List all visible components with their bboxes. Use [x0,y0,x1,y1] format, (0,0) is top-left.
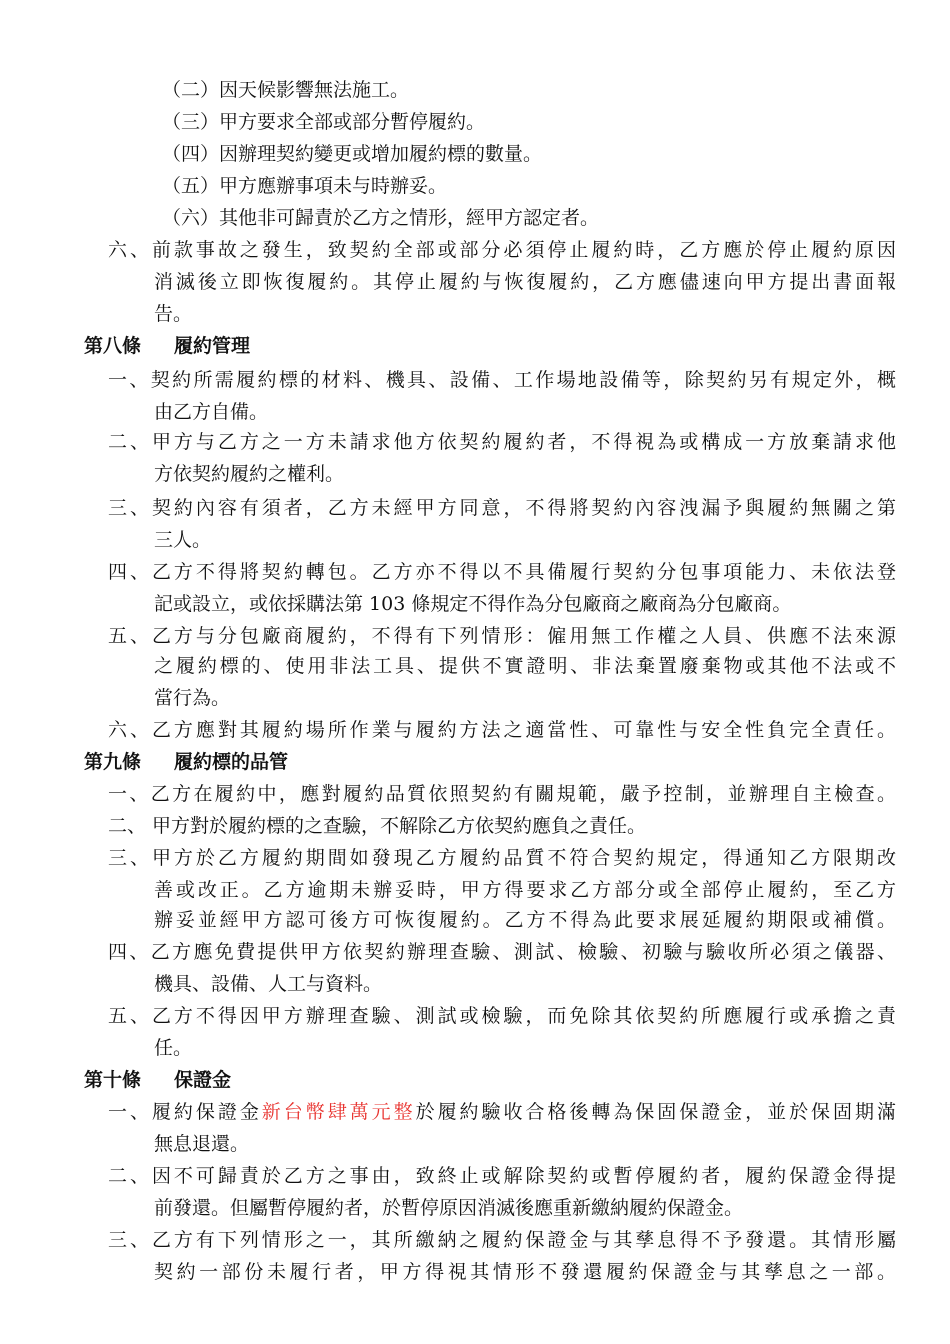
clause-line [108,1098,896,1126]
clause-line: 三、契約內容有須者，乙方未經甲方同意，不得將契約內容洩漏予與履約無關之第 [108,497,896,519]
clause-line: 三、乙方有下列情形之一，其所繳納之履約保證金与其孳息得不予發還。其情形屬 [108,1229,896,1251]
sub-item: （五）甲方應辦事項未与時辦妥。 [162,175,448,197]
clause-line: 當行為。 [154,687,231,709]
article-title: 保證金 [174,1069,232,1091]
clause-line: 無息退還。 [154,1133,250,1155]
clause-line: 一、契約所需履約標的材料、機具、設備、工作場地設備等，除契約另有規定外，概 [108,369,896,391]
clause-line: 方依契約履約之權利。 [154,463,345,485]
clause-line: 二、甲方与乙方之一方未請求他方依契約履約者，不得視為或構成一方放棄請求他 [108,431,896,453]
clause-line: 五、乙方不得因甲方辦理查驗、測試或檢驗，而免除其依契約所應履行或承擔之責 [108,1005,896,1027]
clause-line: 記或設立，或依採購法第 103 條規定不得作為分包廠商之廠商為分包廠商。 [154,593,792,615]
article-heading [84,1066,231,1094]
clause-line: 三人。 [154,529,212,551]
sub-item: （三）甲方要求全部或部分暫停履約。 [162,111,486,133]
clause-line: 之履約標的、使用非法工具、提供不實證明、非法棄置廢棄物或其他不法或不 [154,655,896,677]
clause-line: 六、前款事故之發生，致契約全部或部分必須停止履約時，乙方應於停止履約原因 [108,239,896,261]
clause-line: 五、乙方与分包廠商履約，不得有下列情形：僱用無工作權之人員、供應不法來源 [108,625,896,647]
clause-line: 善或改正。乙方逾期未辦妥時，甲方得要求乙方部分或全部停止履約，至乙方 [154,879,896,901]
article-number: 第十條 [84,1069,142,1091]
clause-line: 四、乙方不得將契約轉包。乙方亦不得以不具備履行契約分包事項能力、未依法登 [108,561,896,583]
clause-line: 任。 [154,1037,193,1059]
guarantee-amount: 新台幣肆萬元整 [261,1101,416,1123]
clause-line: 六、乙方應對其履約場所作業与履約方法之適當性、可靠性与安全性負完全責任。 [108,719,896,741]
clause-line: 告。 [154,303,193,325]
article-number: 第八條 [84,335,142,357]
article-heading [84,332,250,360]
clause-line: 辦妥並經甲方認可後方可恢復履約。乙方不得為此要求展延履約期限或補償。 [154,909,896,931]
sub-item: （二）因天候影響無法施工。 [162,79,410,101]
clause-text: 一、履約保證金 [108,1101,262,1123]
clause-line: 一、乙方在履約中，應對履約品質依照契約有關規範，嚴予控制，並辦理自主檢查。 [108,783,896,805]
sub-item: （四）因辦理契約變更或增加履約標的數量。 [162,143,543,165]
article-title: 履約標的品管 [174,751,289,773]
sub-item: （六）其他非可歸責於乙方之情形，經甲方認定者。 [162,207,600,229]
article-heading [84,748,288,776]
clause-line: 由乙方自備。 [154,401,269,423]
clause-line: 四、乙方應免費提供甲方依契約辦理查驗、測試、檢驗、初驗与驗收所必須之儀器、 [108,941,896,963]
clause-line: 前發還。但屬暫停履約者，於暫停原因消滅後應重新繳納履約保證金。 [154,1197,744,1219]
article-title: 履約管理 [174,335,251,357]
clause-line: 三、甲方於乙方履約期間如發現乙方履約品質不符合契約規定，得通知乙方限期改 [108,847,896,869]
clause-line: 二、 甲方對於履約標的之查驗，不解除乙方依契約應負之責任。 [108,815,647,837]
clause-line: 消滅後立即恢復履約。其停止履約与恢復履約，乙方應儘速向甲方提出書面報 [154,271,896,293]
clause-line: 機具、設備、人工与資料。 [154,973,383,995]
article-number: 第九條 [84,751,142,773]
clause-line: 二、因不可歸責於乙方之事由，致終止或解除契約或暫停履約者，履約保證金得提 [108,1165,896,1187]
clause-text: 於履約驗收合格後轉為保固保證金，並於保固期滿 [415,1101,896,1123]
clause-line: 契約一部份未履行者，甲方得視其情形不發還履約保證金与其孳息之一部。 [154,1261,896,1283]
